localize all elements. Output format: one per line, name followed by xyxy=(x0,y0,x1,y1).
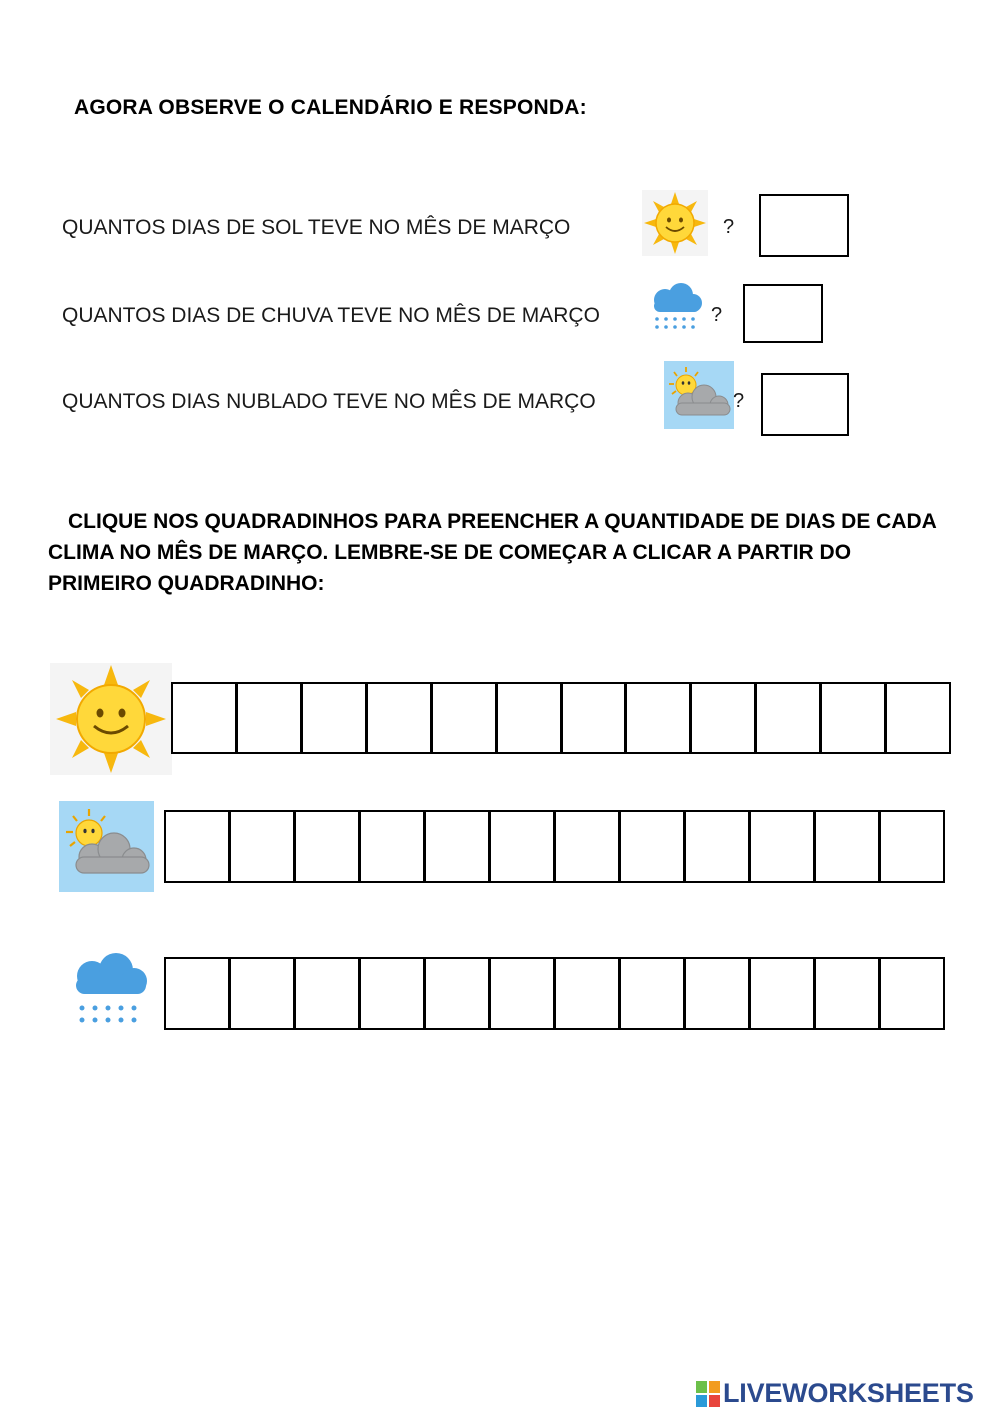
grid-cell[interactable] xyxy=(881,959,943,1028)
grid-cell[interactable] xyxy=(556,812,621,881)
grid-cell[interactable] xyxy=(498,684,563,752)
question-mark-rain: ? xyxy=(711,304,723,326)
grid-cell[interactable] xyxy=(166,812,231,881)
grid-cell[interactable] xyxy=(751,959,816,1028)
sun-icon xyxy=(642,190,708,256)
grid-cell[interactable] xyxy=(231,812,296,881)
grid-cell[interactable] xyxy=(361,812,426,881)
question-mark-sun: ? xyxy=(723,216,735,238)
question-sun: QUANTOS DIAS DE SOL TEVE NO MÊS DE MARÇO xyxy=(62,216,571,239)
grid-cell[interactable] xyxy=(627,684,692,752)
rain-cloud-icon xyxy=(64,952,152,1028)
page-title: AGORA OBSERVE O CALENDÁRIO E RESPONDA: xyxy=(74,96,587,119)
grid-cell[interactable] xyxy=(816,959,881,1028)
grid-cell[interactable] xyxy=(303,684,368,752)
grid-cell[interactable] xyxy=(296,959,361,1028)
question-rain: QUANTOS DIAS DE CHUVA TEVE NO MÊS DE MARÇO xyxy=(62,304,600,327)
answer-box-cloudy[interactable] xyxy=(761,373,849,436)
grid-cell[interactable] xyxy=(621,812,686,881)
liveworksheets-logo[interactable] xyxy=(696,1378,974,1409)
sun-icon xyxy=(50,663,172,775)
answer-box-rain[interactable] xyxy=(743,284,823,343)
partly-cloudy-icon xyxy=(664,361,734,429)
grid-cell[interactable] xyxy=(621,959,686,1028)
grid-cell[interactable] xyxy=(166,959,231,1028)
logo-mark-icon xyxy=(696,1381,720,1407)
grid-cell[interactable] xyxy=(296,812,361,881)
logo-text: LIVEWORKSHEETS xyxy=(723,1378,974,1408)
rain-cloud-icon xyxy=(645,282,705,332)
rain-days-grid xyxy=(164,957,945,1030)
question-cloudy: QUANTOS DIAS NUBLADO TEVE NO MÊS DE MARÇO xyxy=(62,390,596,413)
grid-cell[interactable] xyxy=(887,684,949,752)
grid-cell[interactable] xyxy=(426,959,491,1028)
grid-cell[interactable] xyxy=(491,959,556,1028)
question-mark-cloudy: ? xyxy=(733,390,745,412)
answer-box-sun[interactable] xyxy=(759,194,849,257)
grid-cell[interactable] xyxy=(231,959,296,1028)
grid-cell[interactable] xyxy=(173,684,238,752)
grid-cell[interactable] xyxy=(433,684,498,752)
grid-cell[interactable] xyxy=(686,959,751,1028)
sun-days-grid xyxy=(171,682,951,754)
grid-cell[interactable] xyxy=(692,684,757,752)
grid-cell[interactable] xyxy=(686,812,751,881)
grid-cell[interactable] xyxy=(238,684,303,752)
grid-cell[interactable] xyxy=(563,684,628,752)
grid-cell[interactable] xyxy=(361,959,426,1028)
partly-cloudy-icon xyxy=(59,801,154,892)
grid-cell[interactable] xyxy=(816,812,881,881)
grid-cell[interactable] xyxy=(556,959,621,1028)
grid-cell[interactable] xyxy=(368,684,433,752)
grid-cell[interactable] xyxy=(491,812,556,881)
grid-cell[interactable] xyxy=(822,684,887,752)
grid-cell[interactable] xyxy=(751,812,816,881)
grid-cell[interactable] xyxy=(757,684,822,752)
instruction-text: CLIQUE NOS QUADRADINHOS PARA PREENCHER A QUANTIDADE DE DIAS DE CADA CLIMA NO MÊS DE MARÇO. LEMBRE-SE DE COMEÇAR A CLICAR A PARTIR DO PRIMEIRO QUADRADINHO: xyxy=(48,510,937,595)
grid-cell[interactable] xyxy=(881,812,943,881)
cloudy-days-grid xyxy=(164,810,945,883)
grid-cell[interactable] xyxy=(426,812,491,881)
